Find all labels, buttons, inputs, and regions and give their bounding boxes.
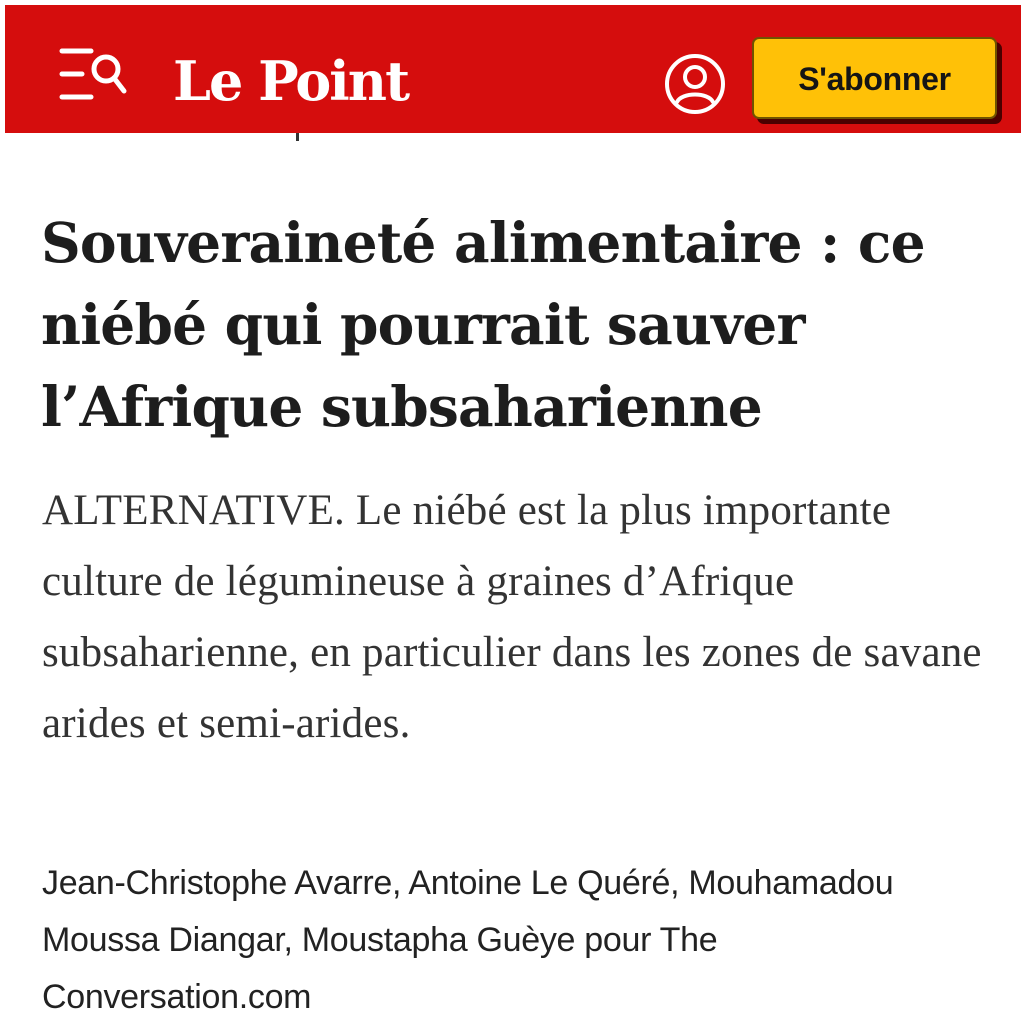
article-headline: Souveraineté alimentaire : ce niébé qui pourrait sauver l’Afrique subsaharienne [41,210,925,439]
header-divider-mark [296,133,299,141]
site-header [5,5,1021,133]
user-account-icon[interactable] [660,49,730,119]
subscribe-button[interactable]: S'abonner [752,37,997,119]
menu-search-icon[interactable] [57,43,131,107]
site-logo[interactable]: Le Point [173,49,409,113]
article-authors: Jean-Christophe Avarre, Antoine Le Quéré, Mouhamadou Moussa Diangar, Moustapha Guèye pour The Conversation.com [42,864,894,1016]
article-lead: ALTERNATIVE. Le niébé est la plus importante culture de légumineuse à graines d’Afrique subsaharienne, en particulier dans les zones de savane arides et semi-arides. [42,487,982,747]
